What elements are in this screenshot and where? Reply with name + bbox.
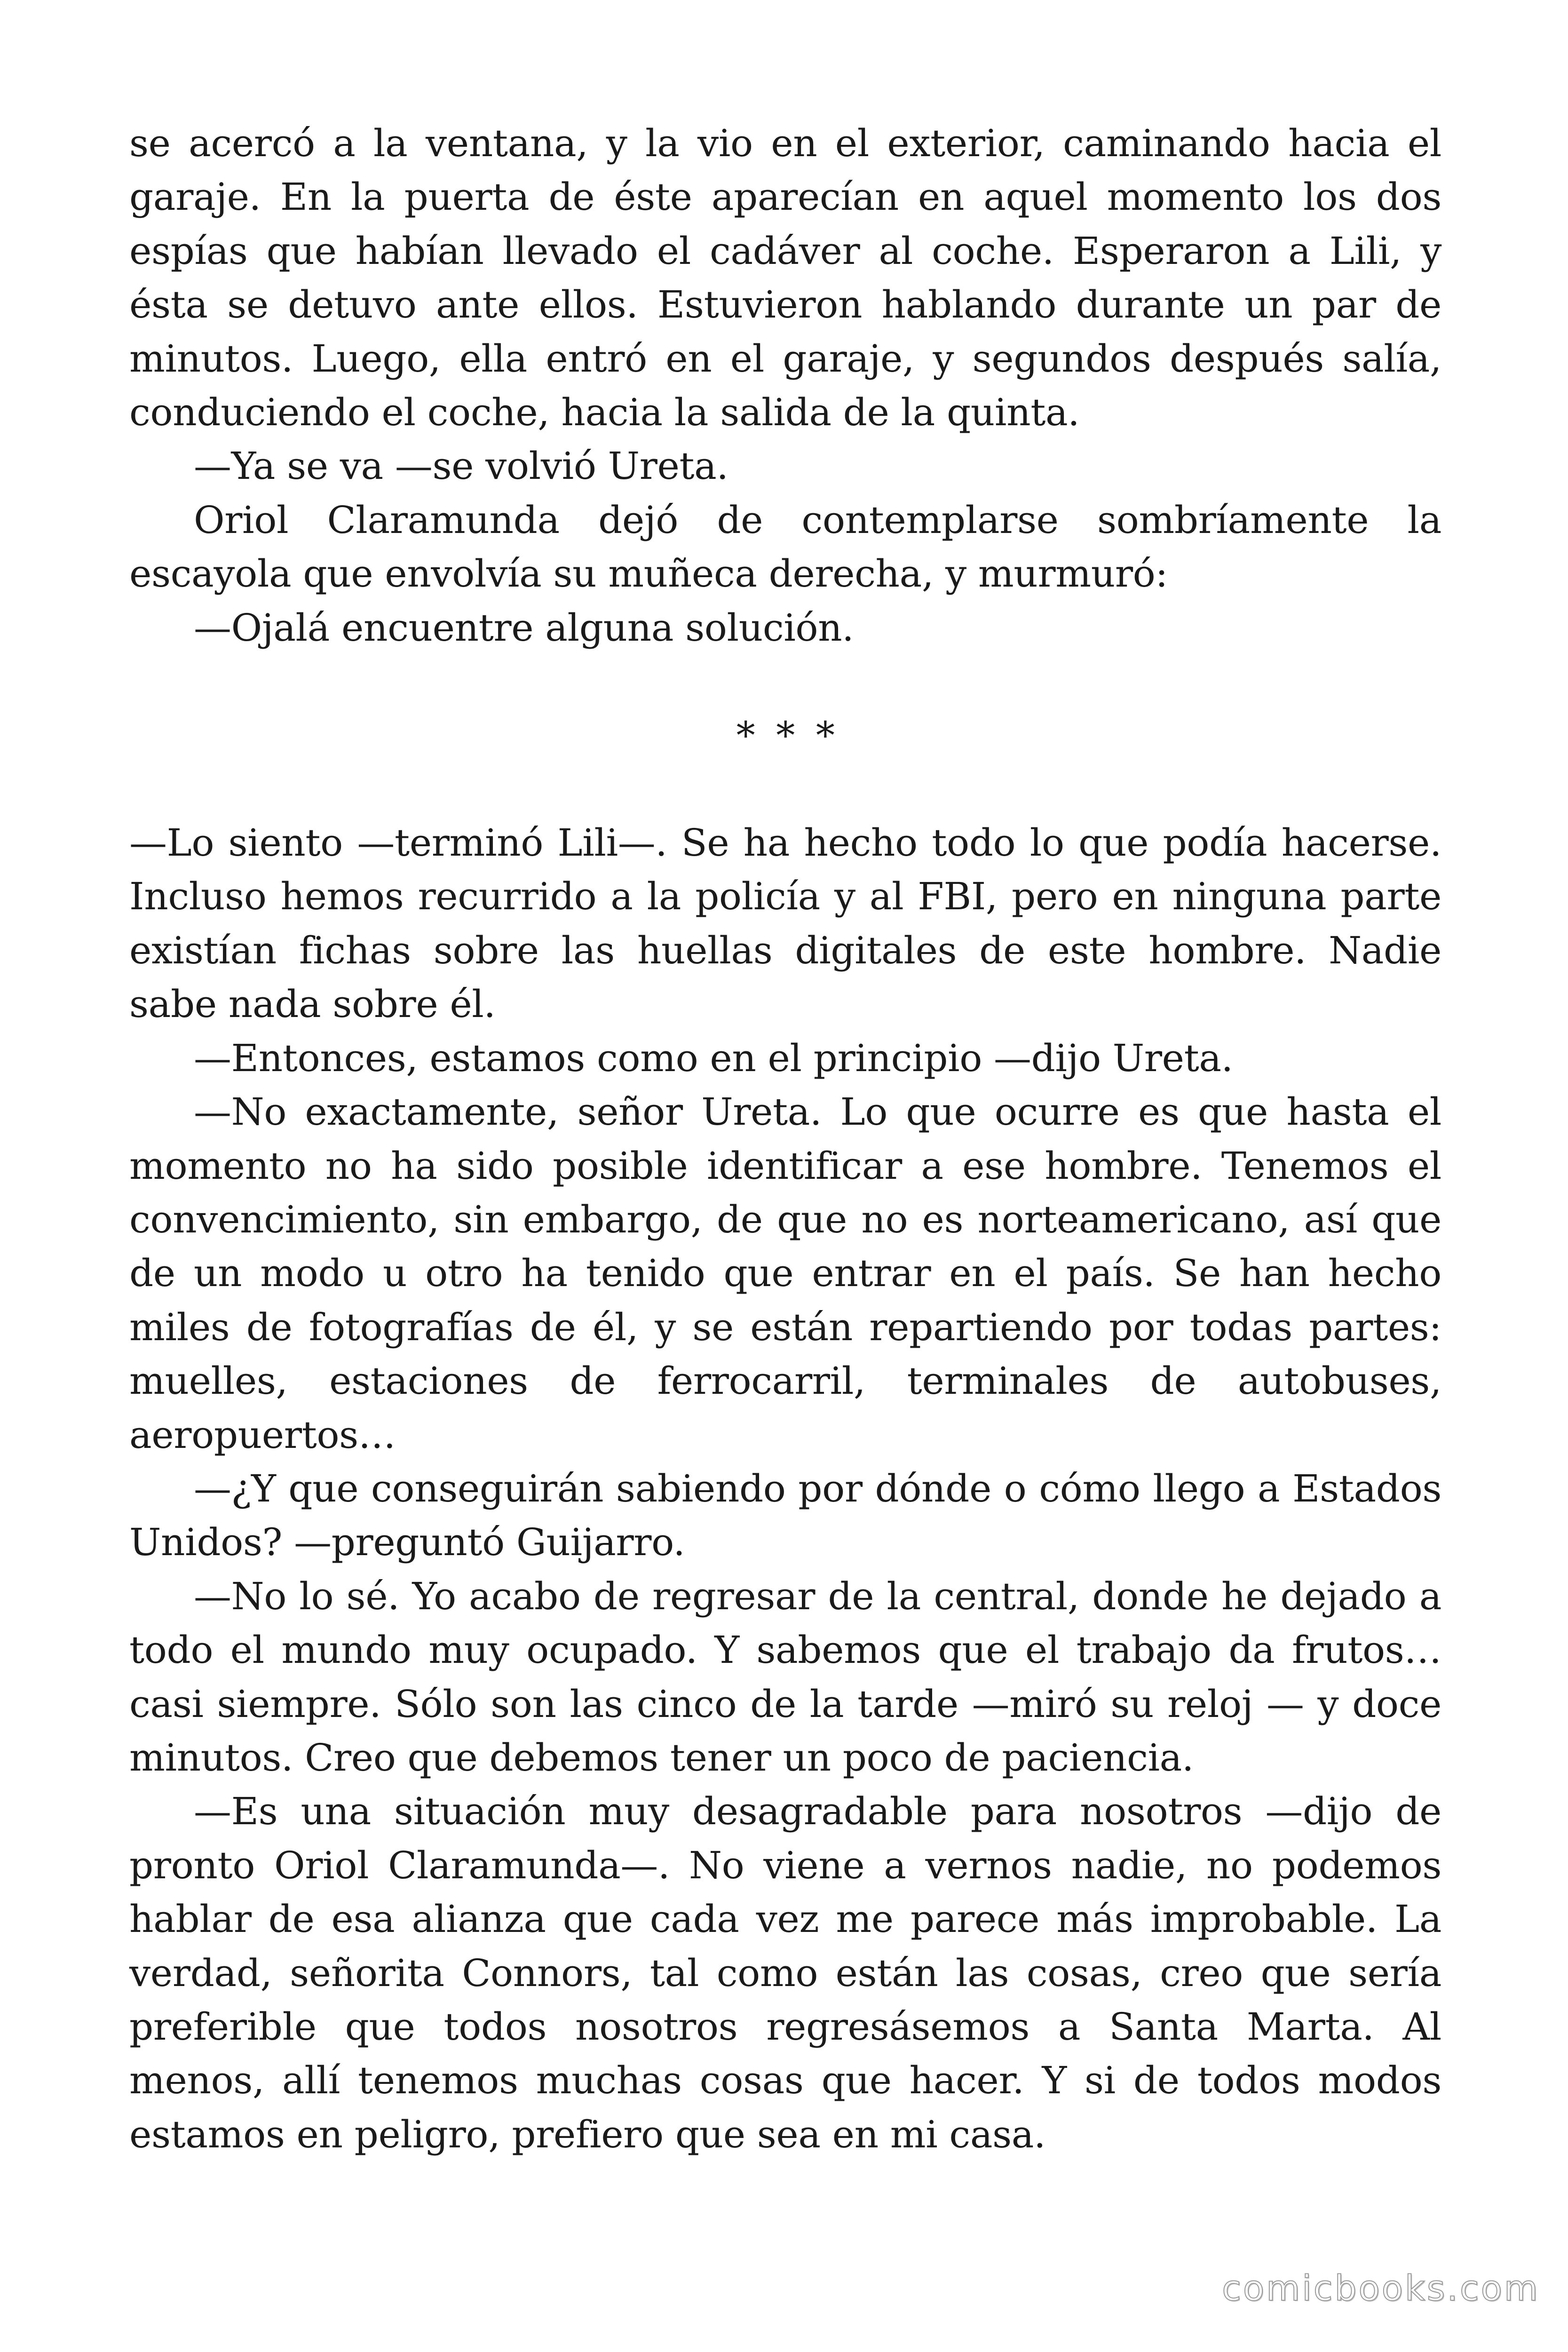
- paragraph: —No exactamente, señor Ureta. Lo que ocurre es que hasta el momento no ha sido posible identificar a ese hombre. Tenemos el convencimiento, sin embargo, de que no es norteamericano, así que de un modo u otro ha tenido que entrar en el país. Se han hecho miles de fotografías de él, y se están repartiendo por todas partes: muelles, estaciones de ferrocarril, terminales de autobuses, aeropuertos…: [129, 1090, 1441, 1457]
- paragraph: —Es una situación muy desagradable para nosotros —dijo de pronto Oriol Claramunda—. No viene a vernos nadie, no podemos hablar de esa alianza que cada vez me parece más improbable. La verdad, señorita Connors, tal como están las cosas, creo que sería preferible que todos nosotros regresásemos a Santa Marta. Al menos, allí tenemos muchas cosas que hacer. Y si de todos modos estamos en peligro, prefiero que sea en mi casa.: [129, 1789, 1441, 2156]
- paragraph: —Entonces, estamos como en el principio —dijo Ureta.: [194, 1036, 1233, 1080]
- watermark: comicbooks.com: [1222, 2268, 1540, 2309]
- paragraph: se acercó a la ventana, y la vio en el exterior, caminando hacia el garaje. En la puerta de éste aparecían en aquel momento los dos espías que habían llevado el cadáver al coche. Esperaron a Lili, y ésta se detuvo ante ellos. Estuvieron hablando durante un par de minutos. Luego, ella entró en el garaje, y segundos después salía, conduciendo el coche, hacia la salida de la quinta.: [129, 121, 1441, 435]
- paragraph: —Lo siento —terminó Lili—. Se ha hecho todo lo que podía hacerse. Incluso hemos recurrido a la policía y al FBI, pero en ninguna parte existían fichas sobre las huellas digitales de este hombre. Nadie sabe nada sobre él.: [129, 821, 1441, 1026]
- section-break: * * *: [736, 714, 835, 758]
- paragraph: —No lo sé. Yo acabo de regresar de la central, donde he dejado a todo el mundo muy ocupado. Y sabemos que el trabajo da frutos… casi siempre. Sólo son las cinco de la tarde —miró su reloj — y doce minutos. Creo que debemos tener un poco de paciencia.: [129, 1574, 1441, 1780]
- paragraph: —¿Y que conseguirán sabiendo por dónde o cómo llego a Estados Unidos? —preguntó Guijarro.: [129, 1466, 1441, 1565]
- paragraph: Oriol Claramunda dejó de contemplarse sombríamente la escayola que envolvía su muñeca derecha, y murmuró:: [129, 498, 1441, 596]
- paragraph: —Ya se va —se volvió Ureta.: [194, 444, 729, 488]
- paragraph: —Ojalá encuentre alguna solución.: [194, 605, 854, 650]
- page-body: [129, 117, 1441, 2161]
